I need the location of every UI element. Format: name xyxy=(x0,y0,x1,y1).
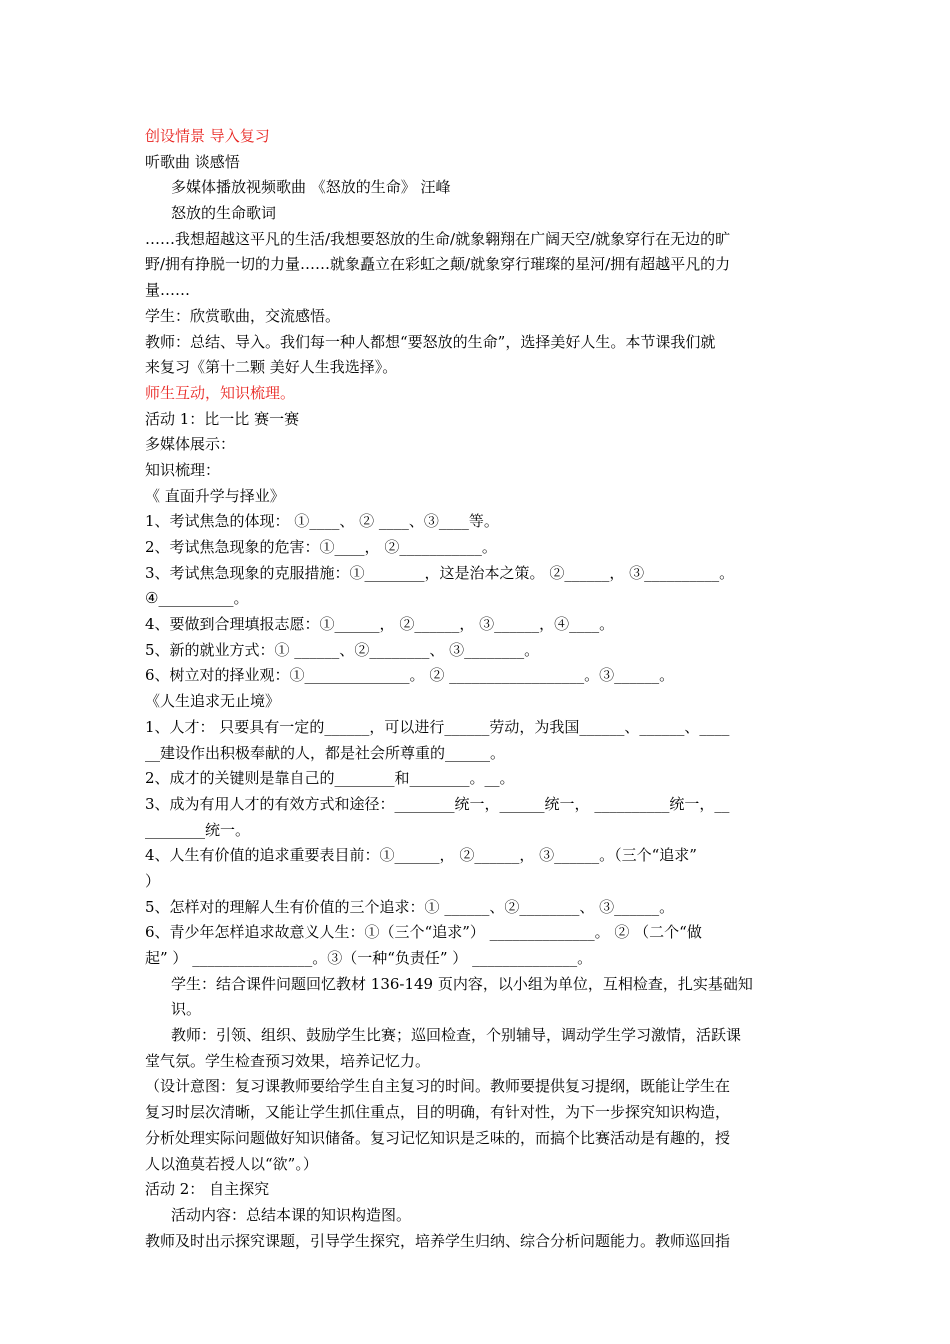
fill-blank-item: 3、考试焦急现象的克服措施：①________，这是治本之策。 ②______， ③__________。 xyxy=(145,563,735,582)
fill-blank-item: 2、成才的关键则是靠自己的________和________。__。 xyxy=(145,769,515,788)
lyrics-line: ……我想超越这平凡的生活/我想要怒放的生命/就象翱翔在广阔天空/就象穿行在无边的旷 xyxy=(145,229,731,248)
fill-blank-item: 5、怎样对的理解人生有价值的三个追求：① ______、②________、 ③______。 xyxy=(145,897,675,916)
fill-blank-item: 4、人生有价值的追求重要表目前：①______， ②______， ③______。（三个“追求” xyxy=(145,846,697,865)
section-heading-intro: 创设情景 导入复习 xyxy=(145,127,270,145)
text-line: 识。 xyxy=(171,1000,202,1019)
fill-blank-item: 4、要做到合理填报志愿：①______， ②______， ③______，④____。 xyxy=(145,615,615,634)
fill-blank-item: 3、成为有用人才的有效方式和途径：________统一，______统一， __________统一，__ xyxy=(145,794,730,813)
fill-blank-item: 1、人才： 只要具有一定的______，可以进行______劳动，为我国______、______、____ xyxy=(145,717,730,736)
lyrics-line: 量…… xyxy=(145,281,191,300)
design-intent-line: 分析处理实际问题做好知识储备。复习记忆知识是乏味的，而搞个比赛活动是有趣的，授 xyxy=(145,1128,731,1147)
design-intent-line: 人以渔莫若授人以“欲”。） xyxy=(145,1154,318,1173)
text-line: 教师：总结、导入。我们每一种人都想“要怒放的生命”，选择美好人生。本节课我们就 xyxy=(145,332,716,351)
fill-blank-item: ④__________。 xyxy=(145,589,249,608)
text-line: 学生：欣赏歌曲，交流感悟。 xyxy=(145,306,341,325)
text-line: 知识梳理： xyxy=(145,460,221,479)
fill-blank-item: 起” ） ________________。③（一种“负责任” ） ______________。 xyxy=(145,949,593,967)
text-line: 听歌曲 谈感悟 xyxy=(145,152,240,171)
text-line: 多媒体展示： xyxy=(145,435,236,454)
text-line: 教师及时出示探究课题，引导学生探究，培养学生归纳、综合分析问题能力。教师巡回指 xyxy=(145,1231,731,1250)
subsection-title: 《 直面升学与择业》 xyxy=(145,486,285,505)
fill-blank-item: 6、青少年怎样追求故意义人生：①（三个“追求”） ______________。 ② （二个“做 xyxy=(145,923,702,942)
lyrics-line: 野/拥有挣脱一切的力量……就象矗立在彩虹之颠/就象穿行璀璨的星河/拥有超越平凡的力 xyxy=(145,255,731,274)
activity-heading: 活动 1：比一比 赛一赛 xyxy=(145,409,300,428)
fill-blank-item: ________统一。 xyxy=(145,820,251,839)
section-heading-interaction: 师生互动，知识梳理。 xyxy=(145,383,296,402)
design-intent-line: （设计意图：复习课教师要给学生自主复习的时间。教师要提供复习提纲，既能让学生在 xyxy=(145,1077,731,1096)
text-line: 堂气氛。学生检查预习效果，培养记忆力。 xyxy=(145,1051,431,1070)
text-line: 学生：结合课件问题回忆教材 136-149 页内容，以小组为单位，互相检查，扎实基础知 xyxy=(171,974,753,993)
text-line: 怒放的生命歌词 xyxy=(171,204,277,223)
text-line: 活动内容：总结本课的知识构造图。 xyxy=(171,1205,412,1224)
text-line: 教师：引领、组织、鼓励学生比赛；巡回检查，个别辅导，调动学生学习激情，活跃课 xyxy=(171,1026,742,1045)
text-line: 来复习《第十二颗 美好人生我选择》。 xyxy=(145,358,398,377)
activity-heading: 活动 2： 自主探究 xyxy=(145,1180,270,1199)
fill-blank-item: 6、树立对的择业观：①______________。 ② __________________。③______。 xyxy=(145,666,675,685)
design-intent-line: 复习时层次清晰，又能让学生抓住重点，目的明确，有针对性，为下一步探究知识构造， xyxy=(145,1103,731,1122)
fill-blank-item: 2、考试焦急现象的危害：①____， ②___________。 xyxy=(145,538,497,556)
text-line: 多媒体播放视频歌曲 《怒放的生命》 汪峰 xyxy=(171,178,451,197)
fill-blank-item: 1、考试焦急的体现： ①____、 ② ____、③____等。 xyxy=(145,512,499,531)
document-page xyxy=(145,124,810,1254)
fill-blank-item: 5、新的就业方式：① ______、②________、 ③________。 xyxy=(145,640,540,659)
subsection-title: 《人生追求无止境》 xyxy=(145,692,281,711)
fill-blank-item: ） xyxy=(145,871,161,890)
fill-blank-item: __建设作出积极奉献的人，都是社会所尊重的______。 xyxy=(145,743,506,762)
